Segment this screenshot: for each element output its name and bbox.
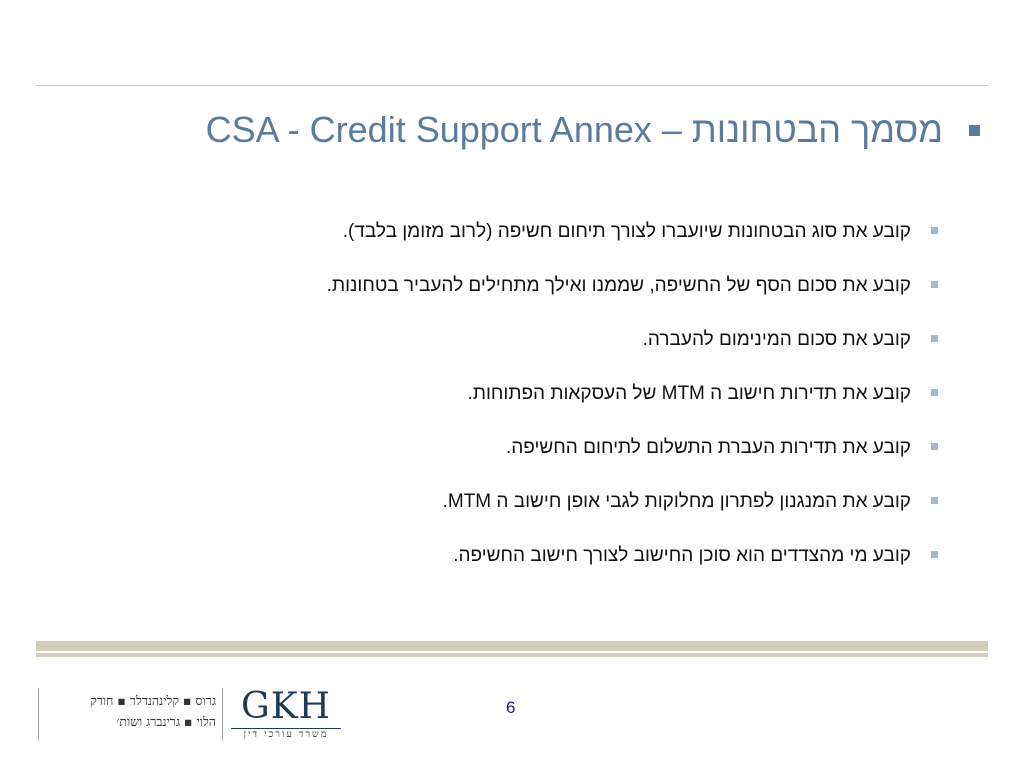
- footer-band-thin: [36, 653, 988, 657]
- firm-names: [46, 690, 216, 732]
- bullet-item: [158, 529, 938, 583]
- bullet-item: [158, 259, 938, 313]
- bullet-text: קובע את המנגנון לפתרון מחלוקות לגבי אופן חישוב ה MTM.: [442, 491, 911, 512]
- title-row: [206, 106, 980, 154]
- firm-names-line-2: הלוי ▪ גרינברג ושות׳: [116, 714, 216, 729]
- bullet-item: [158, 313, 938, 367]
- bullet-text: קובע את סכום הסף של החשיפה, שממנו ואילך מתחילים להעביר בטחונות.: [326, 275, 911, 296]
- square-bullet-icon: [931, 443, 938, 450]
- square-bullet-icon: [931, 497, 938, 504]
- square-bullet-icon: [931, 551, 938, 558]
- bullet-item: [158, 205, 938, 259]
- firm-logo: [38, 688, 350, 740]
- top-divider: [36, 85, 988, 86]
- square-bullet-icon: [969, 125, 980, 136]
- bullet-list: [158, 205, 938, 583]
- square-bullet-icon: [931, 389, 938, 396]
- bullet-text: קובע את סוג הבטחונות שיועברו לצורך תיחום חשיפה (לרוב מזומן בלבד).: [342, 221, 911, 242]
- bullet-text: קובע את סכום המינימום להעברה.: [642, 329, 911, 350]
- logo-left-divider: [38, 688, 39, 740]
- bullet-text: קובע מי מהצדדים הוא סוכן החישוב לצורך חישוב החשיפה.: [453, 545, 911, 566]
- slide-title: CSA - Credit Support Annex – מסמך הבטחונות: [205, 109, 943, 150]
- logo-divider: [222, 688, 223, 740]
- footer-band: [36, 641, 988, 651]
- bullet-item: [158, 421, 938, 475]
- logo-subtitle: משרד עורכי דין: [243, 729, 329, 740]
- bullet-text: קובע את תדירות חישוב ה MTM של העסקאות הפתוחות.: [467, 383, 911, 404]
- page-number: 6: [506, 698, 516, 717]
- gkh-logo-mark: [225, 688, 347, 740]
- bullet-item: [158, 475, 938, 529]
- logo-letters: GKH: [240, 686, 332, 727]
- firm-names-line-1: גרוס ▪ קלינהנדלר ▪ חודק: [90, 693, 216, 708]
- bullet-text: קובע את תדירות העברת התשלום לתיחום החשיפה.: [505, 437, 911, 458]
- square-bullet-icon: [931, 227, 938, 234]
- bullet-item: [158, 367, 938, 421]
- square-bullet-icon: [931, 335, 938, 342]
- square-bullet-icon: [931, 281, 938, 288]
